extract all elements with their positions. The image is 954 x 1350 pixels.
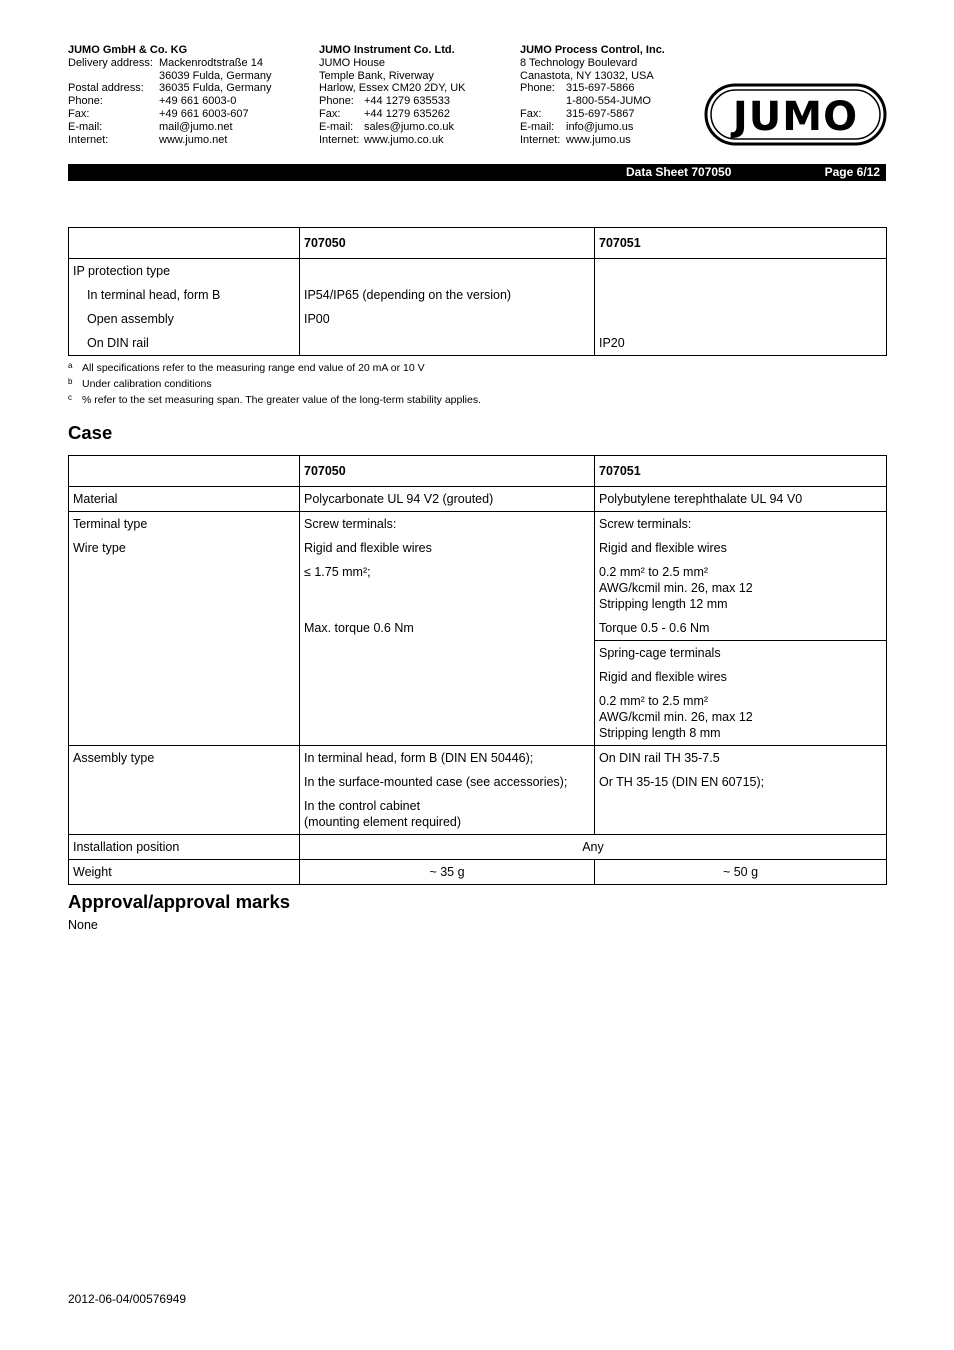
cell-value: Rigid and flexible wires <box>599 541 727 555</box>
cell-value: Polycarbonate UL 94 V2 (grouted) <box>304 492 494 506</box>
address-value: sales@jumo.co.uk <box>364 120 455 133</box>
address-key <box>520 95 566 108</box>
row-label: Material <box>73 492 118 506</box>
column-header: 707051 <box>595 228 887 259</box>
row-label: Wire type <box>73 541 126 555</box>
footnote-mark: a <box>68 361 73 370</box>
footnote <box>68 378 212 390</box>
company-name: JUMO Process Control, Inc. <box>520 44 665 56</box>
ip-protection-table <box>68 227 887 356</box>
cell-value: 0.2 mm² to 2.5 mm² <box>599 565 709 579</box>
address-line: Harlow, Essex CM20 2DY, UK <box>319 82 466 95</box>
row-label: Installation position <box>73 840 180 854</box>
cell-value: Stripping length 12 mm <box>599 597 728 611</box>
table-row <box>69 835 887 860</box>
cell-value: Spring-cage terminals <box>599 646 721 660</box>
document-id: 2012-06-04/00576949 <box>68 1292 187 1306</box>
section-heading-approval: Approval/approval marks <box>68 891 291 912</box>
table-row <box>69 746 887 835</box>
datasheet-bar <box>68 164 886 181</box>
address-value: www.jumo.co.uk <box>364 133 444 146</box>
cell-value: Torque 0.5 - 0.6 Nm <box>599 621 710 635</box>
address-key: E-mail: <box>319 120 354 133</box>
address-line: Canastota, NY 13032, USA <box>520 69 654 82</box>
cell-value: Rigid and flexible wires <box>304 541 432 555</box>
cell-value: On DIN rail TH 35-7.5 <box>599 751 720 765</box>
address-value: 315-697-5866 <box>566 82 635 95</box>
address-key: Internet: <box>68 133 109 146</box>
address-key: E-mail: <box>520 120 555 133</box>
datasheet-label: Data Sheet 707050 <box>626 165 732 179</box>
row-label: Terminal type <box>73 517 148 531</box>
address-key: Internet: <box>520 133 561 146</box>
column-header: 707050 <box>300 456 595 487</box>
address-key: Fax: <box>520 107 542 120</box>
address-value: +49 661 6003-607 <box>159 107 249 120</box>
company-name: JUMO GmbH & Co. KG <box>68 44 188 56</box>
cell-value: Screw terminals: <box>304 517 397 531</box>
address-line: JUMO House <box>319 56 386 69</box>
row-label: On DIN rail <box>87 336 149 350</box>
jumo-logo <box>704 83 887 146</box>
cell-value: AWG/kcmil min. 26, max 12 <box>599 581 753 595</box>
cell-value: In the surface-mounted case (see accessories); <box>304 775 568 789</box>
footnote <box>68 394 481 406</box>
address-value: +49 661 6003-0 <box>159 95 237 108</box>
cell-value: ~ 35 g <box>429 865 465 879</box>
address-value: www.jumo.us <box>566 133 631 146</box>
cell-value: IP00 <box>304 312 330 326</box>
address-value: Mackenrodtstraße 14 <box>159 56 263 69</box>
footnote-text: All specifications refer to the measuring range end value of 20 mA or 10 V <box>82 362 425 374</box>
table-row <box>69 860 887 885</box>
cell-value: IP20 <box>599 336 625 350</box>
column-header: 707050 <box>300 228 595 259</box>
cell-value: Any <box>582 840 604 854</box>
address-jumo-process-control <box>520 44 665 146</box>
address-value: mail@jumo.net <box>159 120 233 133</box>
cell-value: ≤ 1.75 mm²; <box>304 565 371 579</box>
address-value: +44 1279 635533 <box>364 95 450 108</box>
table-row <box>69 259 887 356</box>
address-key: Internet: <box>319 133 360 146</box>
address-value: 1-800-554-JUMO <box>566 95 651 108</box>
address-key: Phone: <box>520 82 555 95</box>
address-value: 36035 Fulda, Germany <box>159 82 272 95</box>
address-key: Fax: <box>319 107 341 120</box>
section-heading-case: Case <box>68 422 113 443</box>
table-row <box>69 487 887 512</box>
row-title: IP protection type <box>73 264 171 278</box>
case-table <box>68 455 887 885</box>
row-label: Weight <box>73 865 112 879</box>
cell-value: ~ 50 g <box>722 865 759 879</box>
column-header: 707051 <box>595 456 887 487</box>
cell-value: Or TH 35-15 (DIN EN 60715); <box>599 775 765 789</box>
footnote-mark: c <box>68 393 72 402</box>
footnote-text: Under calibration conditions <box>82 378 212 390</box>
cell-value: (mounting element required) <box>304 815 462 829</box>
row-label: Assembly type <box>73 751 155 765</box>
page-number: Page 6/12 <box>824 165 880 179</box>
address-key: Postal address: <box>68 82 144 95</box>
cell-value: Polybutylene terephthalate UL 94 V0 <box>599 492 803 506</box>
address-jumo-gmbh <box>68 44 272 146</box>
address-key: Phone: <box>319 95 354 108</box>
row-label: Open assembly <box>87 312 174 326</box>
address-jumo-instrument <box>319 44 466 146</box>
company-name: JUMO Instrument Co. Ltd. <box>319 44 455 56</box>
table-row <box>69 512 887 641</box>
table-header-row <box>69 228 887 259</box>
cell-value: 0.2 mm² to 2.5 mm² <box>599 694 709 708</box>
footnote <box>68 362 425 374</box>
address-key: E-mail: <box>68 120 103 133</box>
cell-value: Stripping length 8 mm <box>599 726 721 740</box>
cell-value: In terminal head, form B (DIN EN 50446); <box>304 751 534 765</box>
footnote-text: % refer to the set measuring span. The greater value of the long-term stability applies. <box>82 394 482 406</box>
approval-text: None <box>68 918 98 932</box>
cell-value: IP54/IP65 (depending on the version) <box>304 288 512 302</box>
address-line: Temple Bank, Riverway <box>319 69 434 82</box>
address-value: www.jumo.net <box>159 133 228 146</box>
row-label: In terminal head, form B <box>87 288 221 302</box>
cell-value: Max. torque 0.6 Nm <box>304 621 414 635</box>
address-key: Phone: <box>68 95 103 108</box>
cell-value: Rigid and flexible wires <box>599 670 727 684</box>
logo-text: JUMO <box>732 94 859 140</box>
cell-value: Screw terminals: <box>599 517 692 531</box>
address-line: 8 Technology Boulevard <box>520 56 638 69</box>
address-value: +44 1279 635262 <box>364 107 450 120</box>
table-header-row <box>69 456 887 487</box>
address-value: info@jumo.us <box>566 120 634 133</box>
address-key <box>68 70 159 83</box>
footnote-mark: b <box>68 377 73 386</box>
cell-value: AWG/kcmil min. 26, max 12 <box>599 710 753 724</box>
cell-value: In the control cabinet <box>304 799 421 813</box>
address-key: Fax: <box>68 107 90 120</box>
address-value: 315-697-5867 <box>566 107 635 120</box>
address-key: Delivery address: <box>68 56 153 69</box>
address-value: 36039 Fulda, Germany <box>159 69 272 82</box>
